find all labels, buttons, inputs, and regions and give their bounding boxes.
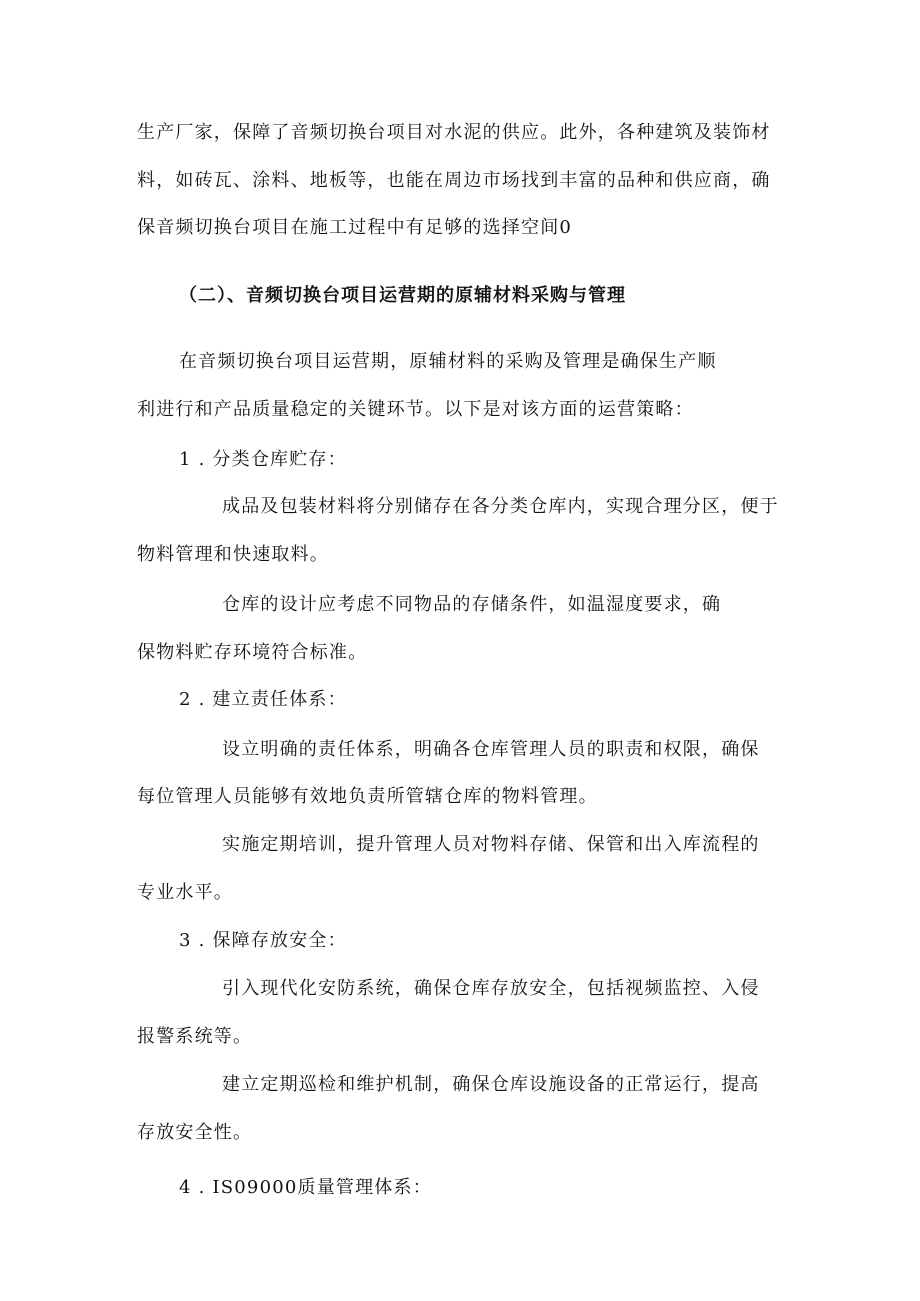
- item-1-title: 1 . 分类仓库贮存：: [179, 449, 347, 470]
- overview-paragraph-line-2: 利进行和产品质量稳定的关键环节。以下是对该方面的运营策略：: [137, 399, 694, 420]
- section-heading: （二）、音频切换台项目运营期的原辅材料采购与管理: [179, 285, 626, 306]
- item-1-paragraph-2-line-2: 保物料贮存环境符合标准。: [137, 642, 368, 663]
- item-2-paragraph-1-line-2: 每位管理人员能够有效地负责所管辖仓库的物料管理。: [137, 786, 598, 807]
- item-1-paragraph-1-line-1: 成品及包装材料将分别储存在各分类仓库内，实现合理分区，便于: [222, 496, 779, 517]
- item-3-paragraph-2-line-2: 存放安全性。: [137, 1122, 253, 1143]
- item-3-title: 3 . 保障存放安全：: [179, 930, 347, 951]
- item-1-paragraph-1-line-2: 物料管理和快速取料。: [137, 544, 329, 565]
- item-2-paragraph-1-line-1: 设立明确的责任体系，明确各仓库管理人员的职责和权限，确保: [222, 739, 760, 760]
- item-3-paragraph-1-line-1: 引入现代化安防系统，确保仓库存放安全，包括视频监控、入侵: [222, 978, 760, 999]
- item-2-paragraph-2-line-1: 实施定期培训，提升管理人员对物料存储、保管和出入库流程的: [222, 834, 760, 855]
- item-2-title: 2 . 建立责任体系：: [179, 689, 347, 710]
- item-3-paragraph-1-line-2: 报警系统等。: [137, 1026, 253, 1047]
- item-1-paragraph-2-line-1: 仓库的设计应考虑不同物品的存储条件，如温湿度要求，确: [222, 594, 722, 615]
- item-3-paragraph-2-line-1: 建立定期巡检和维护机制，确保仓库设施设备的正常运行，提高: [222, 1074, 760, 1095]
- intro-paragraph-line-2: 料，如砖瓦、涂料、地板等，也能在周边市场找到丰富的品种和供应商，确: [137, 170, 771, 191]
- item-2-paragraph-2-line-2: 专业水平。: [137, 882, 233, 903]
- item-4-title: 4 . IS09000质量管理体系：: [179, 1177, 432, 1198]
- overview-paragraph-line-1: 在音频切换台项目运营期，原辅材料的采购及管理是确保生产顺: [179, 351, 717, 372]
- intro-paragraph-line-3: 保音频切换台项目在施工过程中有足够的选择空间0: [137, 217, 573, 238]
- intro-paragraph-line-1: 生产厂家，保障了音频切换台项目对水泥的供应。此外，各种建筑及装饰材: [137, 122, 771, 143]
